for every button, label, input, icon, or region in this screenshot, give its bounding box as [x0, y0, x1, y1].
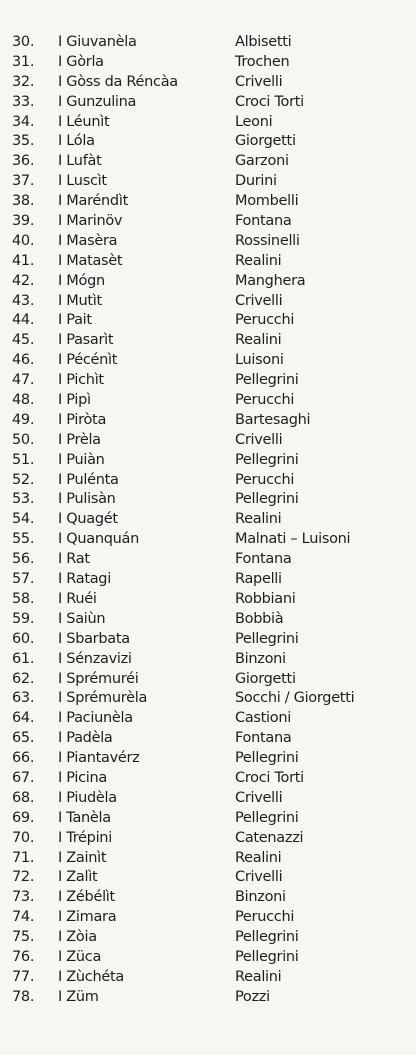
entry-family-name: Crivelli: [235, 869, 283, 886]
entry-nickname: I Giuvanèla: [58, 34, 137, 50]
entry-nickname: I Gòss da Réncàa: [58, 73, 178, 90]
entry-family-name: Rapelli: [235, 571, 282, 588]
list-row: [0, 689, 416, 709]
entry-family-name: Garzoni: [235, 153, 289, 170]
entry-family-name: Pozzi: [235, 988, 270, 1005]
list-row: [0, 451, 416, 471]
list-row: [0, 789, 416, 809]
entry-nickname: I Saiùn: [58, 610, 106, 627]
entry-nickname: I Zimara: [58, 909, 117, 926]
entry-number: 46.: [12, 352, 35, 369]
entry-family-name: Catenazzi: [235, 829, 304, 846]
entry-family-name: Durini: [235, 173, 277, 190]
entry-family-name: Albisetti: [235, 34, 292, 50]
list-row: [0, 331, 416, 351]
entry-nickname: I Léunìt: [58, 113, 110, 130]
list-row: [0, 530, 416, 550]
entry-nickname: I Mutìt: [58, 292, 102, 309]
entry-nickname: I Paciunèla: [58, 710, 133, 727]
entry-nickname: I Zalìt: [58, 869, 98, 886]
entry-family-name: Socchi / Giorgetti: [235, 690, 355, 707]
entry-family-name: Leoni: [235, 113, 273, 130]
entry-family-name: Crivelli: [235, 292, 283, 309]
list-row: [0, 709, 416, 729]
entry-nickname: I Ruéi: [58, 590, 97, 607]
entry-number: 49.: [12, 411, 35, 428]
entry-number: 41.: [12, 252, 35, 269]
list-row: [0, 252, 416, 272]
entry-family-name: Pellegrini: [235, 929, 299, 946]
entry-family-name: Rossinelli: [235, 232, 300, 249]
list-row: [0, 968, 416, 988]
entry-family-name: Crivelli: [235, 789, 283, 806]
entry-nickname: I Masèra: [58, 232, 118, 249]
list-row: [0, 490, 416, 510]
entry-family-name: Giorgetti: [235, 133, 296, 150]
entry-number: 67.: [12, 769, 35, 786]
entry-number: 73.: [12, 889, 35, 906]
list-row: [0, 928, 416, 948]
entry-family-name: Crivelli: [235, 73, 283, 90]
entry-nickname: I Matasèt: [58, 252, 123, 269]
entry-nickname: I Piròta: [58, 411, 107, 428]
entry-nickname: I Züca: [58, 948, 102, 965]
entry-number: 37.: [12, 173, 35, 190]
nickname-list: [0, 33, 416, 1008]
entry-family-name: Pellegrini: [235, 750, 299, 767]
list-row: [0, 33, 416, 53]
entry-number: 30.: [12, 34, 35, 50]
entry-nickname: I Luscìt: [58, 173, 107, 190]
entry-nickname: I Tanèla: [58, 809, 111, 826]
entry-family-name: Bobbià: [235, 610, 284, 627]
list-row: [0, 152, 416, 172]
entry-number: 51.: [12, 451, 35, 468]
entry-nickname: I Ratagi: [58, 571, 111, 588]
list-row: [0, 471, 416, 491]
list-row: [0, 590, 416, 610]
entry-number: 38.: [12, 193, 35, 210]
entry-number: 71.: [12, 849, 35, 866]
entry-family-name: Pellegrini: [235, 630, 299, 647]
entry-family-name: Croci Torti: [235, 93, 304, 110]
entry-nickname: I Trépini: [58, 829, 112, 846]
list-row: [0, 351, 416, 371]
entry-family-name: Binzoni: [235, 650, 286, 667]
entry-number: 64.: [12, 710, 35, 727]
entry-nickname: I Rat: [58, 551, 90, 568]
list-row: [0, 729, 416, 749]
entry-number: 36.: [12, 153, 35, 170]
entry-nickname: I Quagét: [58, 511, 118, 528]
entry-nickname: I Gunzulina: [58, 93, 137, 110]
entry-family-name: Luisoni: [235, 352, 284, 369]
entry-family-name: Pellegrini: [235, 372, 299, 389]
entry-nickname: I Pipì: [58, 392, 91, 409]
list-row: [0, 769, 416, 789]
entry-family-name: Realini: [235, 252, 282, 269]
list-row: [0, 371, 416, 391]
entry-number: 74.: [12, 909, 35, 926]
list-row: [0, 431, 416, 451]
entry-number: 68.: [12, 789, 35, 806]
entry-family-name: Pellegrini: [235, 948, 299, 965]
list-row: [0, 411, 416, 431]
list-row: [0, 93, 416, 113]
entry-family-name: Perucchi: [235, 471, 295, 488]
entry-nickname: I Zùchéta: [58, 968, 124, 985]
entry-number: 61.: [12, 650, 35, 667]
entry-family-name: Binzoni: [235, 889, 286, 906]
list-row: [0, 53, 416, 73]
entry-family-name: Manghera: [235, 272, 306, 289]
list-row: [0, 172, 416, 192]
entry-number: 39.: [12, 213, 35, 230]
list-row: [0, 849, 416, 869]
list-row: [0, 113, 416, 133]
entry-family-name: Perucchi: [235, 392, 295, 409]
entry-nickname: I Piantavérz: [58, 750, 140, 767]
list-row: [0, 272, 416, 292]
entry-number: 57.: [12, 571, 35, 588]
list-row: [0, 948, 416, 968]
entry-nickname: I Lóla: [58, 133, 95, 150]
entry-family-name: Fontana: [235, 551, 292, 568]
entry-nickname: I Lufàt: [58, 153, 102, 170]
entry-nickname: I Pasarìt: [58, 332, 114, 349]
entry-nickname: I Padèla: [58, 730, 113, 747]
entry-number: 63.: [12, 690, 35, 707]
entry-family-name: Malnati – Luisoni: [235, 531, 351, 548]
entry-number: 58.: [12, 590, 35, 607]
entry-family-name: Fontana: [235, 730, 292, 747]
entry-number: 48.: [12, 392, 35, 409]
entry-nickname: I Sprémuréi: [58, 670, 139, 687]
entry-family-name: Realini: [235, 511, 282, 528]
entry-nickname: I Sprémurèla: [58, 690, 148, 707]
entry-nickname: I Marinöv: [58, 213, 123, 230]
entry-number: 60.: [12, 630, 35, 647]
entry-number: 66.: [12, 750, 35, 767]
entry-nickname: I Gòrla: [58, 53, 104, 70]
list-row: [0, 391, 416, 411]
entry-family-name: Castioni: [235, 710, 291, 727]
list-row: [0, 192, 416, 212]
entry-nickname: I Prèla: [58, 431, 101, 448]
entry-number: 55.: [12, 531, 35, 548]
entry-nickname: I Zòia: [58, 929, 97, 946]
entry-family-name: Giorgetti: [235, 670, 296, 687]
entry-number: 34.: [12, 113, 35, 130]
entry-family-name: Realini: [235, 332, 282, 349]
entry-number: 40.: [12, 232, 35, 249]
list-row: [0, 132, 416, 152]
entry-nickname: I Pichìt: [58, 372, 104, 389]
entry-number: 42.: [12, 272, 35, 289]
list-row: [0, 73, 416, 93]
entry-number: 44.: [12, 312, 35, 329]
list-row: [0, 292, 416, 312]
entry-family-name: Robbiani: [235, 590, 296, 607]
entry-number: 53.: [12, 491, 35, 508]
list-row: [0, 570, 416, 590]
list-row: [0, 908, 416, 928]
entry-number: 69.: [12, 809, 35, 826]
entry-family-name: Mombelli: [235, 193, 299, 210]
entry-number: 59.: [12, 610, 35, 627]
entry-nickname: I Quanquán: [58, 531, 140, 548]
entry-family-name: Crivelli: [235, 431, 283, 448]
entry-number: 35.: [12, 133, 35, 150]
entry-number: 43.: [12, 292, 35, 309]
entry-nickname: I Sénzavizi: [58, 650, 132, 667]
entry-nickname: I Puiàn: [58, 451, 105, 468]
entry-number: 32.: [12, 73, 35, 90]
list-row: [0, 232, 416, 252]
list-row: [0, 630, 416, 650]
entry-family-name: Bartesaghi: [235, 411, 311, 428]
list-row: [0, 868, 416, 888]
list-row: [0, 988, 416, 1008]
entry-number: 65.: [12, 730, 35, 747]
entry-family-name: Realini: [235, 849, 282, 866]
entry-number: 77.: [12, 968, 35, 985]
entry-number: 76.: [12, 948, 35, 965]
entry-family-name: Perucchi: [235, 909, 295, 926]
entry-nickname: I Pécénìt: [58, 352, 118, 369]
entry-number: 33.: [12, 93, 35, 110]
entry-number: 45.: [12, 332, 35, 349]
list-row: [0, 829, 416, 849]
entry-nickname: I Züm: [58, 988, 99, 1005]
entry-nickname: I Pulisàn: [58, 491, 116, 508]
list-row: [0, 888, 416, 908]
list-row: [0, 809, 416, 829]
entry-family-name: Fontana: [235, 213, 292, 230]
list-row: [0, 749, 416, 769]
list-row: [0, 510, 416, 530]
entry-family-name: Croci Torti: [235, 769, 304, 786]
entry-number: 78.: [12, 988, 35, 1005]
entry-nickname: I Pulénta: [58, 471, 119, 488]
entry-number: 54.: [12, 511, 35, 528]
entry-number: 75.: [12, 929, 35, 946]
list-row: [0, 311, 416, 331]
entry-nickname: I Maréndìt: [58, 193, 128, 210]
entry-number: 56.: [12, 551, 35, 568]
entry-nickname: I Sbarbata: [58, 630, 130, 647]
list-row: [0, 610, 416, 630]
entry-nickname: I Pait: [58, 312, 92, 329]
entry-family-name: Pellegrini: [235, 451, 299, 468]
entry-nickname: I Zainìt: [58, 849, 107, 866]
entry-number: 50.: [12, 431, 35, 448]
entry-family-name: Pellegrini: [235, 809, 299, 826]
entry-family-name: Trochen: [235, 53, 290, 70]
entry-nickname: I Piudèla: [58, 789, 117, 806]
entry-nickname: I Mógn: [58, 272, 105, 289]
entry-number: 62.: [12, 670, 35, 687]
list-row: [0, 650, 416, 670]
list-row: [0, 212, 416, 232]
list-row: [0, 550, 416, 570]
entry-number: 31.: [12, 53, 35, 70]
entry-number: 47.: [12, 372, 35, 389]
entry-number: 70.: [12, 829, 35, 846]
entry-number: 52.: [12, 471, 35, 488]
entry-nickname: I Picina: [58, 769, 108, 786]
entry-nickname: I Zébélìt: [58, 889, 115, 906]
entry-number: 72.: [12, 869, 35, 886]
entry-family-name: Pellegrini: [235, 491, 299, 508]
entry-family-name: Realini: [235, 968, 282, 985]
list-row: [0, 670, 416, 690]
entry-family-name: Perucchi: [235, 312, 295, 329]
